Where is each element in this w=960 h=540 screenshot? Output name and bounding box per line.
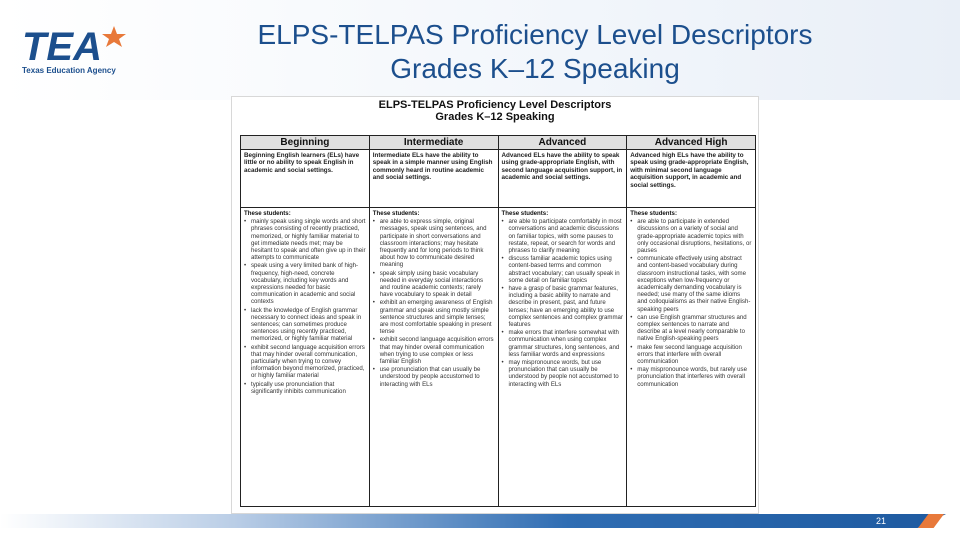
footer-bar [0,514,946,528]
level-description: Beginning English learners (ELs) have little or no ability to speak English in academic and social settings. [241,150,370,208]
list-item: • are able to participate comfortably in most conversations and academic discussions on familiar topics, with some pauses to restate, repeat, or search for words and phrases to clarify meaning [502,218,624,254]
list-item: • communicate effectively using abstract and content-based vocabulary during classroom instructional tasks, with some exceptions when low-frequency or academically demanding vocabulary is needed; use many of the same idioms and colloquialisms as their native English-speaking peers [630,255,752,313]
page-number: 21 [875,516,886,526]
level-details [241,208,370,507]
slide-title-line2: Grades K–12 Speaking [390,53,680,84]
level-description: Advanced ELs have the ability to speak using grade-appropriate English, with second language acquisition support, in academic and social settings. [498,150,627,208]
column-heading: Intermediate [369,136,498,150]
bullet-list [244,218,366,395]
list-item: • exhibit an emerging awareness of English grammar and speak using mostly simple sentence structures and simple tenses; are most comfortable speaking in present tense [373,299,495,335]
list-item: • lack the knowledge of English grammar necessary to connect ideas and speak in sentences; can sometimes produce sentences using recently practiced, memorized, or highly familiar material [244,307,366,343]
list-item: • exhibit second language acquisition errors that may hinder overall communication, particularly when trying to convey information beyond memorized, practiced, or highly familiar material [244,344,366,380]
list-item: • can use English grammar structures and complex sentences to narrate and describe at a level nearly comparable to native English-speaking peers [630,314,752,343]
level-details [627,208,756,507]
star-icon [102,26,126,47]
bullet-list [502,218,624,388]
level-description: Advanced high ELs have the ability to speak using grade-appropriate English, with minimal second language acquisition support, in academic and social settings. [627,150,756,208]
list-item: • make errors that interfere somewhat with communication when using complex grammar structures, long sentences, and less familiar words and expressions [502,329,624,358]
level-details [369,208,498,507]
slide-title-line1: ELPS-TELPAS Proficiency Level Descriptors [257,19,813,50]
document-title [232,99,758,123]
column-heading: Advanced [498,136,627,150]
document-image [231,96,759,514]
list-item: • speak using a very limited bank of high-frequency, high-need, concrete vocabulary, including key words and expressions needed for basic communication in academic and social contexts [244,262,366,305]
list-item: • exhibit second language acquisition errors that may hinder overall communication when trying to use complex or less familiar English [373,336,495,365]
level-description: Intermediate ELs have the ability to speak in a simple manner using English commonly heard in routine academic and social settings. [369,150,498,208]
bullet-list [630,218,752,388]
list-item: • mainly speak using single words and short phrases consisting of recently practiced, memorized, or highly familiar material to get immediate needs met; may be hesitant to speak and often give up in their attempts to communicate [244,218,366,261]
table-header-row [241,136,756,150]
document-title-line2: Grades K–12 Speaking [435,111,555,123]
list-item: • discuss familiar academic topics using content-based terms and common abstract vocabulary; can usually speak in some detail on familiar topics [502,255,624,284]
column-heading: Beginning [241,136,370,150]
document-title-line1: ELPS-TELPAS Proficiency Level Descriptors [378,99,612,111]
level-details [498,208,627,507]
table-body-row [241,208,756,507]
list-item: • are able to express simple, original messages, speak using sentences, and participate in short conversations and classroom interactions; may hesitate frequently and for long periods to think about how to communicate desired meaning [373,218,495,268]
details-lead: These students: [501,210,549,217]
details-lead: These students: [244,210,291,217]
slide-title [200,18,870,86]
list-item: • make few second language acquisition errors that interfere with overall communication [630,344,752,366]
details-lead: These students: [372,210,420,217]
list-item: • use pronunciation that can usually be understood by people accustomed to interacting with ELs [373,366,495,388]
list-item: • are able to participate in extended discussions on a variety of social and grade-appropriate academic topics with only occasional disruptions, hesitations, or pauses [630,218,752,254]
list-item: • may mispronounce words, but use pronunciation that can usually be understood by people not accustomed to interacting with ELs [502,359,624,388]
list-item: • have a grasp of basic grammar features, including a basic ability to narrate and describe in present, past, and future tenses; have an emerging ability to use complex sentences and complex grammar features [502,285,624,328]
logo-mark: TEA [22,25,102,69]
bullet-list [373,218,495,388]
logo-subtitle: Texas Education Agency [22,66,116,75]
list-item: • may mispronounce words, but rarely use pronunciation that interferes with overall communication [630,366,752,388]
list-item: • typically use pronunciation that significantly inhibits communication [244,381,366,395]
details-lead: These students: [630,210,677,217]
column-heading: Advanced High [627,136,756,150]
table-description-row [241,150,756,208]
list-item: • speak simply using basic vocabulary needed in everyday social interactions and routine academic contexts; rarely have vocabulary to speak in detail [373,270,495,299]
descriptor-table [240,135,756,507]
